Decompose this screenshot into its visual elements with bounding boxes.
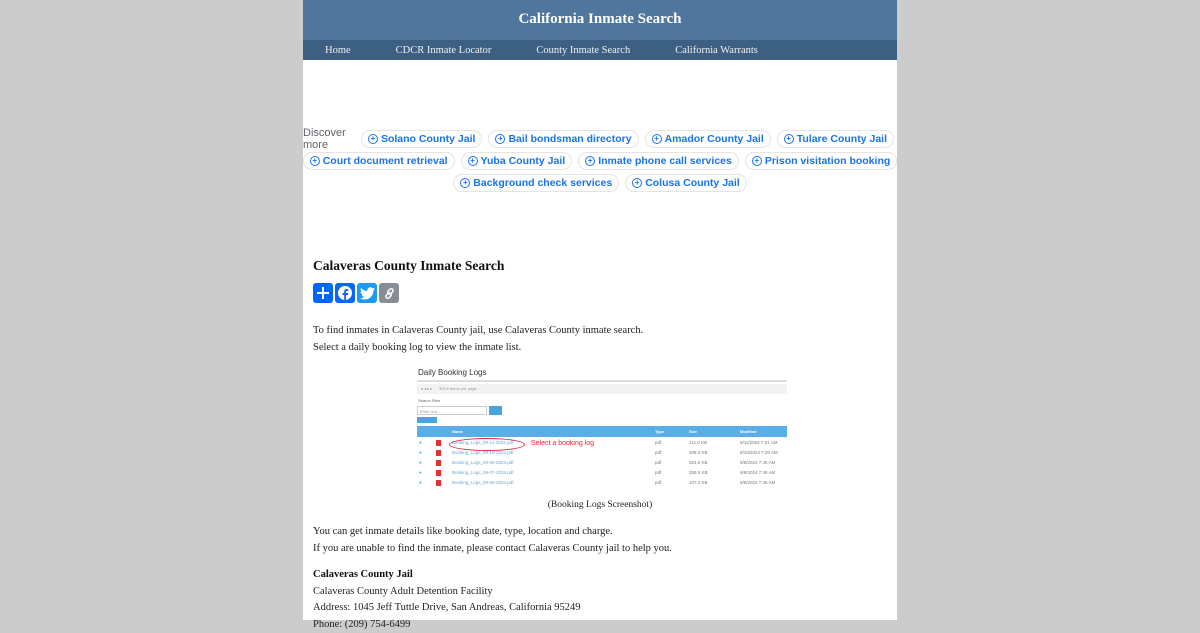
file-modified: 9/9/2024 7:46 AM <box>740 468 775 478</box>
screenshot-title: Daily Booking Logs <box>418 368 486 377</box>
file-name: Booking_Logs_09-11-2024.pdf <box>452 438 513 448</box>
file-type: pdf <box>655 448 661 458</box>
pdf-icon <box>436 460 441 466</box>
file-name: Booking_Logs_09-08-2024.pdf <box>452 458 514 468</box>
jail-name: Calaveras County Jail <box>313 567 887 584</box>
details-line: If you are unable to find the inmate, please contact Calaveras County jail to help you. <box>313 541 887 558</box>
file-modified: 9/10/2024 7:20 AM <box>740 448 778 458</box>
file-name: Booking_Logs_09-10-2024.pdf <box>452 448 514 458</box>
facebook-icon <box>337 285 353 301</box>
chip-label: Yuba County Jail <box>481 155 566 167</box>
discover-chip[interactable] <box>453 174 619 192</box>
file-size: 208.4 KB <box>689 448 708 458</box>
chip-label: Inmate phone call services <box>598 155 732 167</box>
jail-phone: Phone: (209) 754-6499 <box>313 617 887 633</box>
pdf-icon <box>436 440 441 446</box>
file-size: 324.0 KB <box>689 458 708 468</box>
chip-label: Background check services <box>473 177 612 189</box>
plus-circle-icon: + <box>368 134 378 144</box>
add-share-icon <box>316 286 330 300</box>
article <box>313 258 887 633</box>
chip-label: Colusa County Jail <box>645 177 740 189</box>
table-row <box>417 458 787 468</box>
discover-chip[interactable] <box>488 130 638 148</box>
site-header <box>303 0 897 40</box>
discover-chip[interactable] <box>361 130 483 148</box>
plus-circle-icon: + <box>585 156 595 166</box>
file-modified: 9/9/2024 7:46 AM <box>740 478 775 488</box>
col-size: Size <box>689 426 697 437</box>
plus-circle-icon: + <box>468 156 478 166</box>
plus-circle-icon: + <box>495 134 505 144</box>
plus-circle-icon: + <box>784 134 794 144</box>
booking-logs-screenshot <box>417 366 787 498</box>
chip-label: Tulare County Jail <box>797 133 887 145</box>
file-name: Booking_Logs_09-06-2024.pdf <box>452 478 514 488</box>
plus-circle-icon: + <box>752 156 762 166</box>
pdf-icon <box>436 470 441 476</box>
discover-label: Discover more <box>303 127 349 151</box>
plus-circle-icon: + <box>632 178 642 188</box>
site-title[interactable]: California Inmate Search <box>518 11 681 28</box>
page-title: Calaveras County Inmate Search <box>313 258 887 274</box>
file-size: 258.0 KB <box>689 468 708 478</box>
file-size: 107.2 KB <box>689 478 708 488</box>
eye-icon: ● <box>419 468 422 478</box>
screenshot-search-input: Enter text... <box>417 406 487 415</box>
plus-circle-icon: + <box>460 178 470 188</box>
file-type: pdf <box>655 478 661 488</box>
discover-chip[interactable] <box>578 152 739 170</box>
screenshot-pager: ◂ ◂ ▸ ▸ 300 ▾ Items per page <box>417 384 787 394</box>
file-type: pdf <box>655 438 661 448</box>
discover-chip[interactable] <box>777 130 894 148</box>
share-facebook-button[interactable] <box>335 283 355 303</box>
chip-label: Amador County Jail <box>665 133 764 145</box>
main-nav <box>303 40 897 60</box>
highlight-ellipse <box>449 438 525 451</box>
plus-circle-icon: + <box>652 134 662 144</box>
share-buttons <box>313 283 887 303</box>
discover-more <box>303 128 897 194</box>
file-type: pdf <box>655 468 661 478</box>
page-container <box>303 0 897 620</box>
per-page-value: 300 <box>439 386 446 391</box>
divider <box>417 380 787 382</box>
file-modified: 9/11/2024 7:31 AM <box>740 438 777 448</box>
discover-chip[interactable] <box>303 152 455 170</box>
eye-icon: ● <box>419 478 422 488</box>
nav-california-warrants[interactable]: California Warrants <box>675 45 758 56</box>
pdf-icon <box>436 480 441 486</box>
table-row <box>417 478 787 488</box>
chip-label: Bail bondsman directory <box>508 133 631 145</box>
file-modified: 9/9/2024 7:46 AM <box>740 458 775 468</box>
chip-label: Prison visitation booking <box>765 155 890 167</box>
col-modified: Modified <box>740 426 756 437</box>
table-row <box>417 468 787 478</box>
eye-icon: ● <box>419 458 422 468</box>
search-files-label: Search Files <box>418 398 440 403</box>
col-type: Type <box>655 426 664 437</box>
screenshot-table-header <box>417 426 787 437</box>
chip-label: Court document retrieval <box>323 155 448 167</box>
eye-icon: ● <box>419 448 422 458</box>
share-add-button[interactable] <box>313 283 333 303</box>
jail-facility: Calaveras County Adult Detention Facility <box>313 584 887 601</box>
annotation-text: Select a booking log <box>531 438 594 449</box>
file-size: 211.0 KB <box>689 438 707 448</box>
nav-home[interactable]: Home <box>325 45 351 56</box>
screenshot-home-button <box>417 417 437 423</box>
file-name: Booking_Logs_09-07-2024.pdf <box>452 468 514 478</box>
share-twitter-button[interactable] <box>357 283 377 303</box>
pdf-icon <box>436 450 441 456</box>
per-page-label: Items per page <box>450 386 477 391</box>
twitter-icon <box>360 287 375 300</box>
discover-chip[interactable] <box>745 152 897 170</box>
share-copy-link-button[interactable] <box>379 283 399 303</box>
nav-county-inmate-search[interactable]: County Inmate Search <box>536 45 630 56</box>
file-type: pdf <box>655 458 661 468</box>
col-name: Name <box>452 426 463 437</box>
jail-address: Address: 1045 Jeff Tuttle Drive, San Andreas, California 95249 <box>313 600 887 617</box>
discover-chip[interactable] <box>625 174 747 192</box>
nav-cdcr-inmate-locator[interactable]: CDCR Inmate Locator <box>396 45 492 56</box>
intro-line: To find inmates in Calaveras County jail, use Calaveras County inmate search. <box>313 323 887 340</box>
chip-label: Solano County Jail <box>381 133 476 145</box>
screenshot-search-button <box>489 406 502 415</box>
details-line: You can get inmate details like booking date, type, location and charge. <box>313 524 887 541</box>
screenshot-caption: (Booking Logs Screenshot) <box>313 500 887 510</box>
discover-chip[interactable] <box>645 130 771 148</box>
plus-circle-icon: + <box>310 156 320 166</box>
eye-icon: ● <box>419 438 422 448</box>
discover-chip[interactable] <box>461 152 573 170</box>
intro-line: Select a daily booking log to view the inmate list. <box>313 340 887 357</box>
copy-link-icon <box>383 287 396 300</box>
